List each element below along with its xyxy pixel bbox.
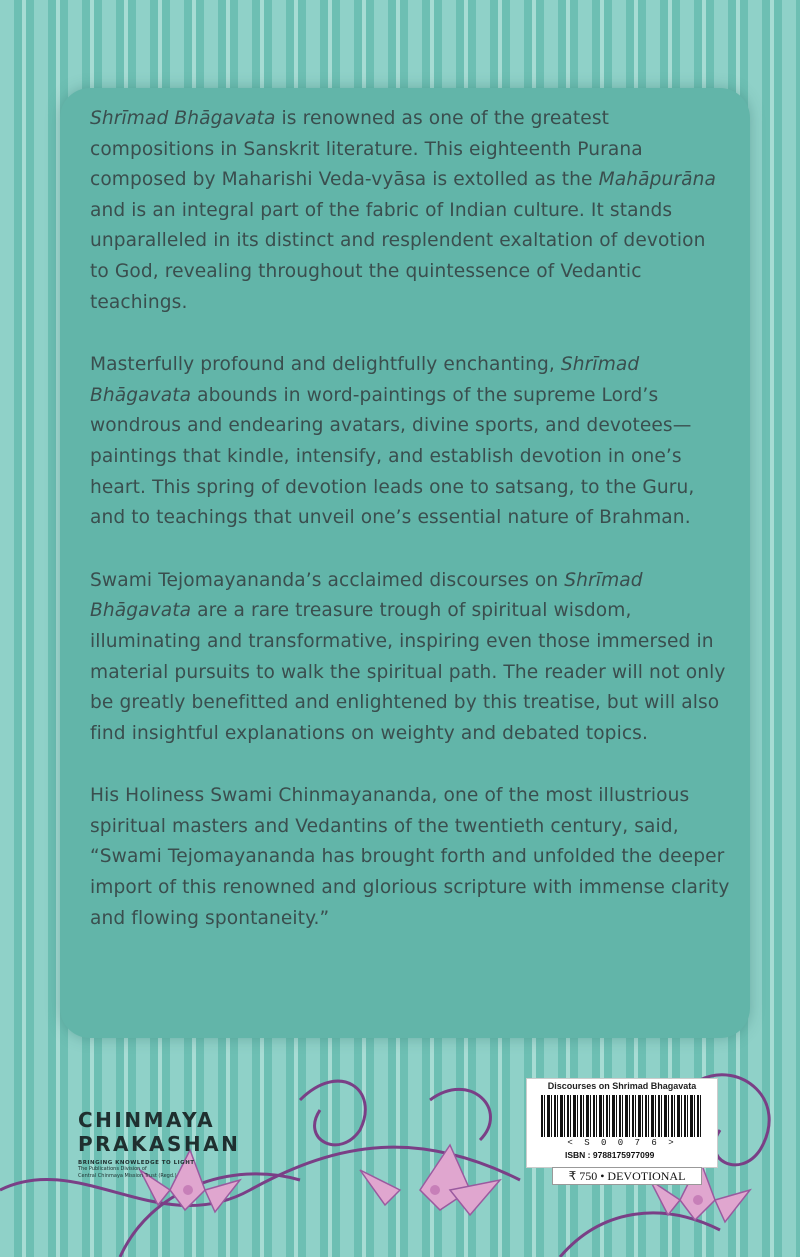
logo-line-2: PRAKASHAN <box>78 1132 241 1156</box>
logo-tagline: BRINGING KNOWLEDGE TO LIGHT <box>78 1160 195 1166</box>
paragraph-2 <box>90 350 730 534</box>
barcode-box <box>526 1078 718 1168</box>
book-title-italic: Shrīmad Bhāgavata <box>90 108 276 129</box>
paragraph-3-text-b: are a rare treasure trough of spiritual wisdom, illuminating and transformative, inspiring even those immersed in material pursuits to walk the spiritual path. The reader will not only be greatly benefitted and enlightened by this treatise, but will also find insightful explanations on weighty and debated topics. <box>90 600 726 744</box>
book-title-italic: Shrīmad Bhāgavata <box>90 354 640 406</box>
isbn-label: ISBN : 9788175977099 <box>565 1150 655 1160</box>
back-cover-blurb <box>90 104 730 966</box>
mahapurana-italic: Mahāpurāna <box>598 169 717 191</box>
paragraph-3 <box>90 566 730 750</box>
barcode-number: < S 0 0 7 6 > <box>567 1138 677 1148</box>
barcode-bars <box>541 1095 703 1137</box>
paragraph-2-text-b: abounds in word-paintings of the supreme Lord’s wondrous and endearing avatars, divine sports, and devotees—paintings that kindle, intensify, and establish devotion in one’s heart. This spring of devotion leads one to satsang, to the Guru, and to teachings that unveil one’s essential nature of Brahman. <box>90 384 695 529</box>
publisher-logo <box>78 1108 241 1180</box>
paragraph-1 <box>90 104 730 318</box>
logo-division-1: The Publications Division of <box>78 1166 147 1172</box>
logo-line-1: CHINMAYA <box>78 1108 216 1132</box>
paragraph-3-text-a: Swami Tejomayananda’s acclaimed discourses on <box>90 569 565 591</box>
paragraph-1-text-b: and is an integral part of the fabric of Indian culture. It stands unparalleled in its distinct and resplendent exaltation of devotion to God, revealing throughout the quintessence of Vedantic teachings. <box>90 199 706 313</box>
paragraph-2-text-a: Masterfully profound and delightfully enchanting, <box>90 354 561 376</box>
paragraph-1-text-a: is renowned as one of the greatest compositions in Sanskrit literature. This eighteenth Purana composed by Maharishi Veda-vyāsa is extolled as the <box>90 108 643 191</box>
logo-division-2: Central Chinmaya Mission Trust (Regd.) <box>78 1173 177 1179</box>
barcode-title: Discourses on Shrimad Bhagavata <box>547 1081 697 1091</box>
book-title-italic: Shrīmad Bhāgavata <box>90 569 643 622</box>
paragraph-4 <box>90 781 730 934</box>
paragraph-4-text: His Holiness Swami Chinmayananda, one of the most illustrious spiritual masters and Vedantins of the twentieth century, said, “Swami Tejomayananda has brought forth and unfolded the deeper import of this renowned and glorious scripture with immense clarity and flowing spontaneity.” <box>90 785 730 929</box>
price-label: ₹ 750 • DEVOTIONAL <box>552 1167 702 1185</box>
